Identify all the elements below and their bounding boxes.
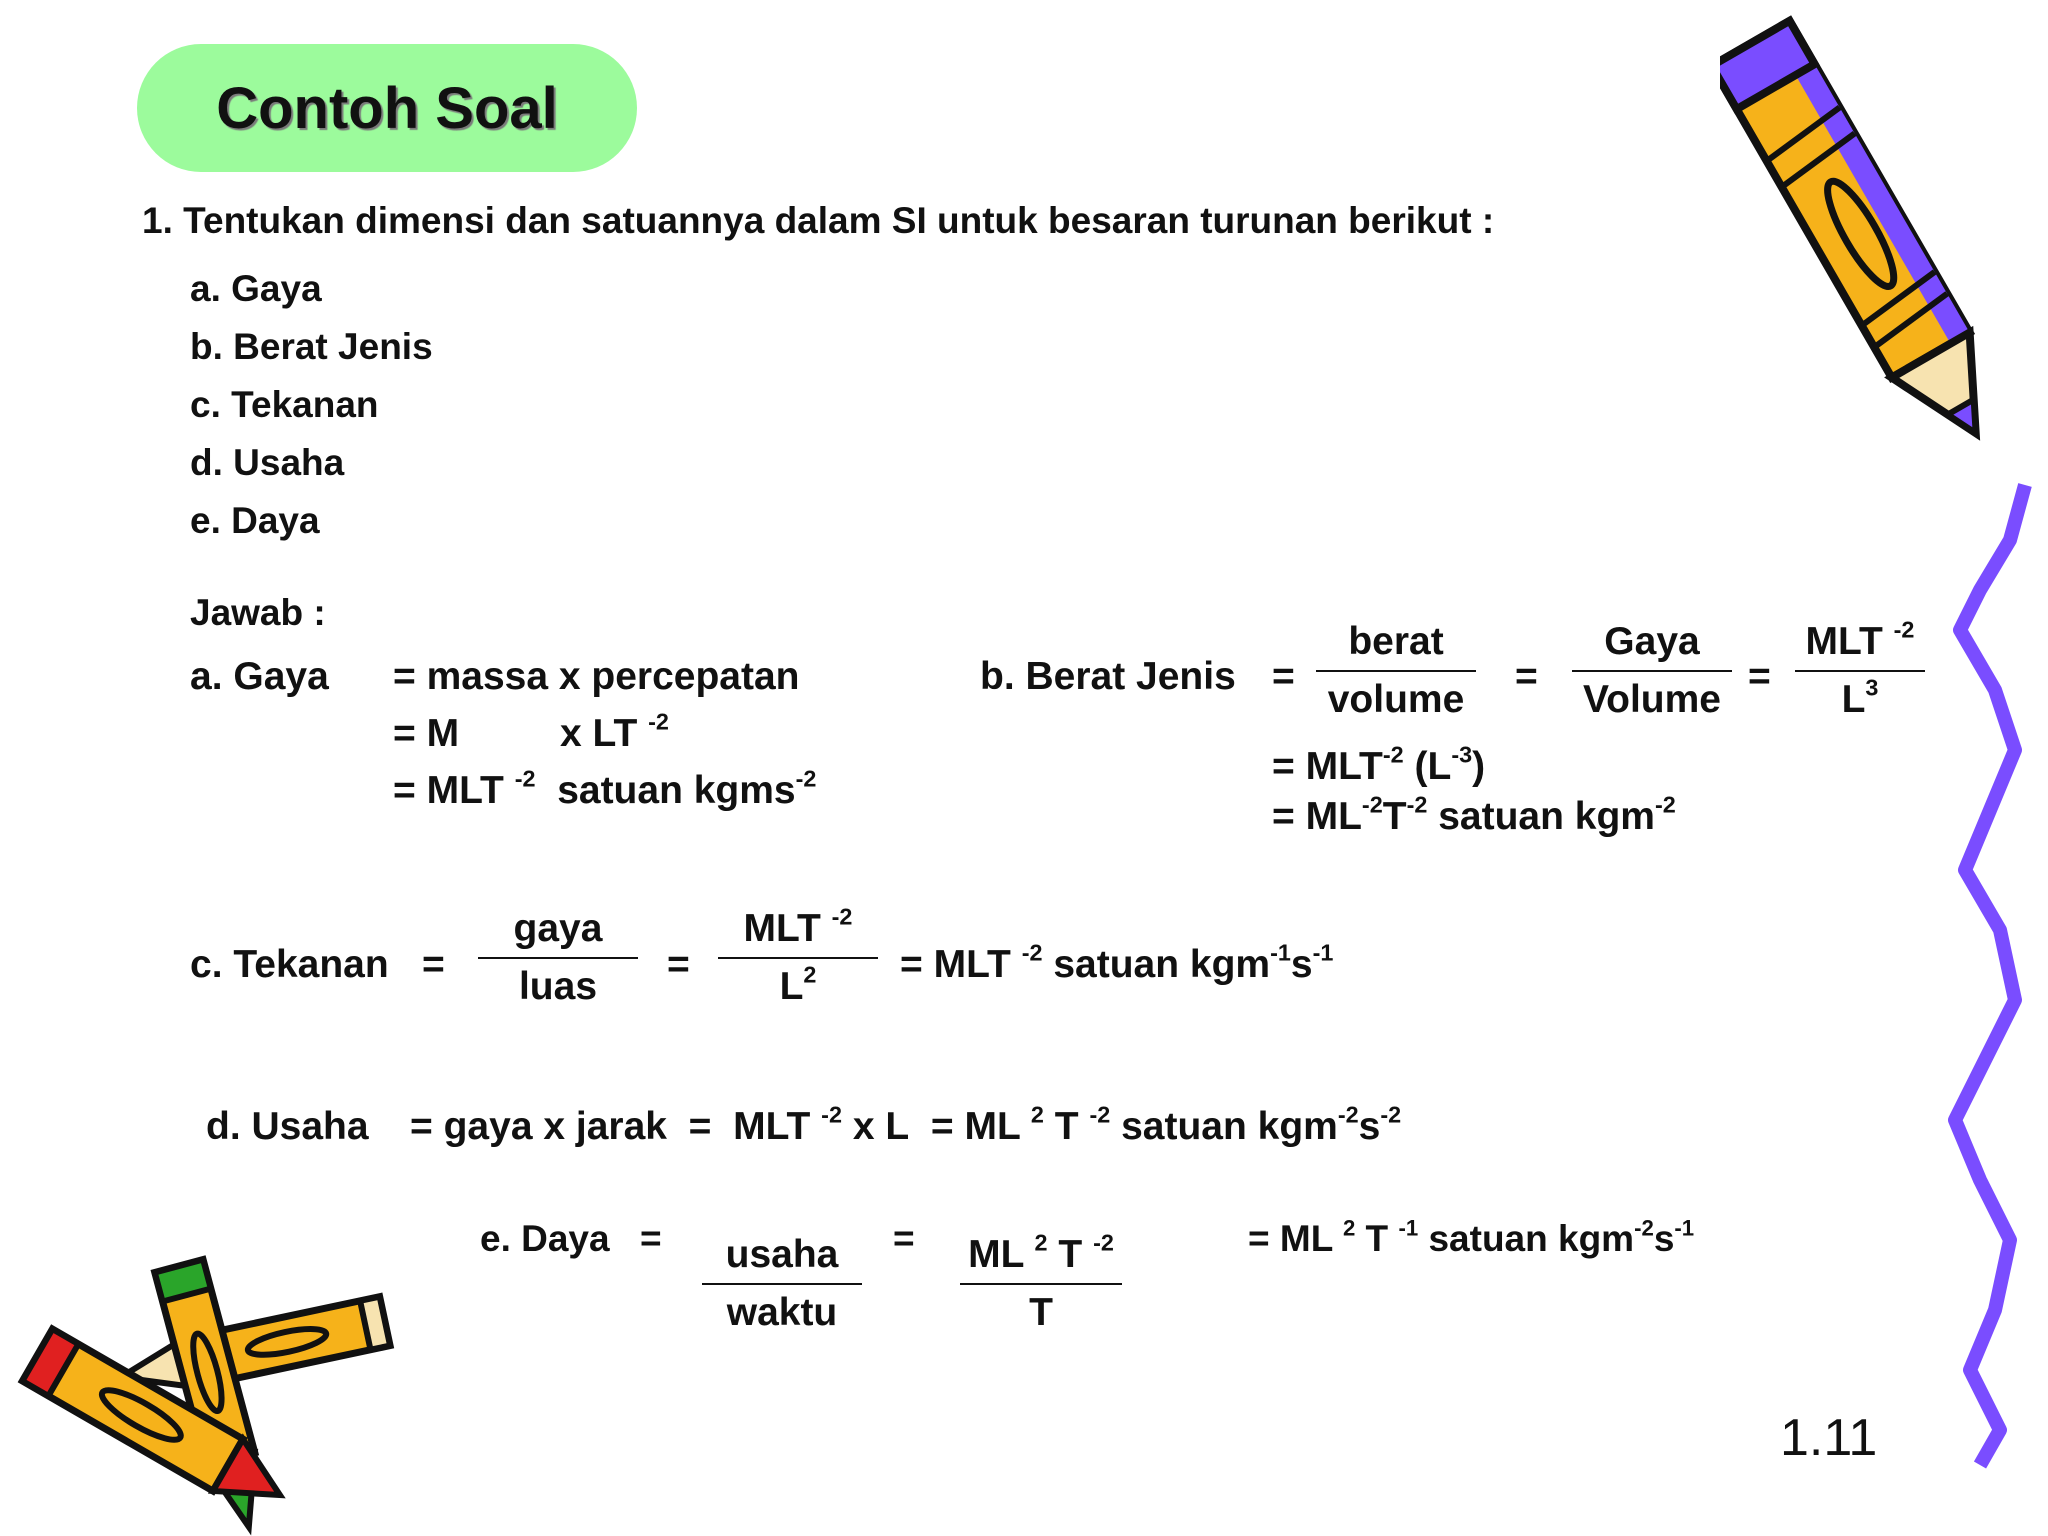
jawab-label: Jawab :: [190, 592, 326, 633]
fraction-numerator: berat: [1348, 620, 1444, 663]
answer-b-line3: = $ML^{-2}T^{-2}$ satuan kgm$^{-2}$: [1272, 791, 1676, 838]
answer-a-line2-right: x LT $^{-2}$: [560, 708, 669, 755]
question-item: b. Berat Jenis: [190, 326, 433, 367]
fraction-berat-volume: [1316, 620, 1476, 722]
fraction-numerator: usaha: [725, 1233, 839, 1276]
answer-a-line2-left: = M: [393, 712, 460, 755]
title-badge: [137, 44, 637, 172]
equals-sign: =: [667, 943, 690, 986]
answer-c-label: c. Tekanan: [190, 943, 389, 986]
question-item: d. Usaha: [190, 442, 345, 483]
equals-sign: =: [1515, 655, 1538, 698]
question-text: 1. Tentukan dimensi dan satuannya dalam SI untuk besaran turunan berikut :: [142, 200, 1495, 241]
fraction-mlt-l3: [1795, 616, 1925, 722]
fraction-denominator: waktu: [726, 1291, 838, 1334]
answer-a-line1: = massa x percepatan: [393, 655, 800, 698]
fraction-usaha-waktu: [702, 1233, 862, 1335]
answer-d-label: d. Usaha: [206, 1105, 369, 1148]
page-title: Contoh Soal: [216, 75, 558, 141]
fraction-mlt-l2: [718, 903, 878, 1009]
answer-e-result: = ML $^2$ T $^{-1}$ satuan $kgm^{-2}s^{-1}$: [1248, 1215, 1695, 1259]
question-item: c. Tekanan: [190, 384, 379, 425]
fraction-ml2t-2-t: [960, 1229, 1122, 1335]
fraction-numerator: Gaya: [1604, 620, 1700, 663]
equals-sign: =: [1748, 655, 1771, 698]
fraction-gaya-luas: [478, 907, 638, 1009]
answer-a-line3: = MLT $^{-2}$ satuan kgms$^{-2}$: [393, 765, 817, 812]
fraction-denominator: Volume: [1583, 678, 1721, 721]
answer-a-label: a. Gaya: [190, 655, 329, 698]
fraction-denominator: $L^2$: [779, 961, 817, 1008]
crossed-pencils-icon: [0, 1240, 420, 1536]
fraction-numerator: MLT $^{-2}$: [743, 903, 853, 950]
page-number: 1.11: [1780, 1409, 1878, 1467]
equals-sign: =: [640, 1218, 662, 1259]
answer-b-line2: = $MLT^{-2}$ $(L^{-3})$: [1272, 741, 1486, 788]
equals-sign: =: [1272, 655, 1295, 698]
answer-c-result: = MLT $^{-2}$ satuan $kgm^{-1}s^{-1}$: [900, 939, 1334, 986]
answer-d-expression: = gaya x jarak = MLT $^{-2}$ x L = ML $^2$ T $^{-2}$ satuan $kgm^{-2}s^{-2}$: [410, 1101, 1402, 1148]
answer-b-label: b. Berat Jenis: [980, 655, 1236, 698]
equals-sign: =: [893, 1218, 915, 1259]
question-item: e. Daya: [190, 500, 320, 541]
fraction-denominator: luas: [518, 965, 598, 1008]
equals-sign: =: [422, 943, 445, 986]
pencil-icon: [1720, 0, 2030, 490]
squiggle-decoration: [1940, 480, 2040, 1470]
fraction-numerator: ML $^2$ T $^{-2}$: [968, 1229, 1114, 1276]
fraction-numerator: MLT $^{-2}$: [1805, 616, 1915, 663]
fraction-denominator: T: [1029, 1291, 1053, 1334]
question-item: a. Gaya: [190, 268, 322, 309]
fraction-denominator: volume: [1327, 678, 1465, 721]
answer-e-label: e. Daya: [480, 1218, 610, 1259]
fraction-gaya-volume: [1572, 620, 1732, 722]
fraction-denominator: $L^3$: [1841, 674, 1879, 721]
fraction-numerator: gaya: [513, 907, 603, 950]
